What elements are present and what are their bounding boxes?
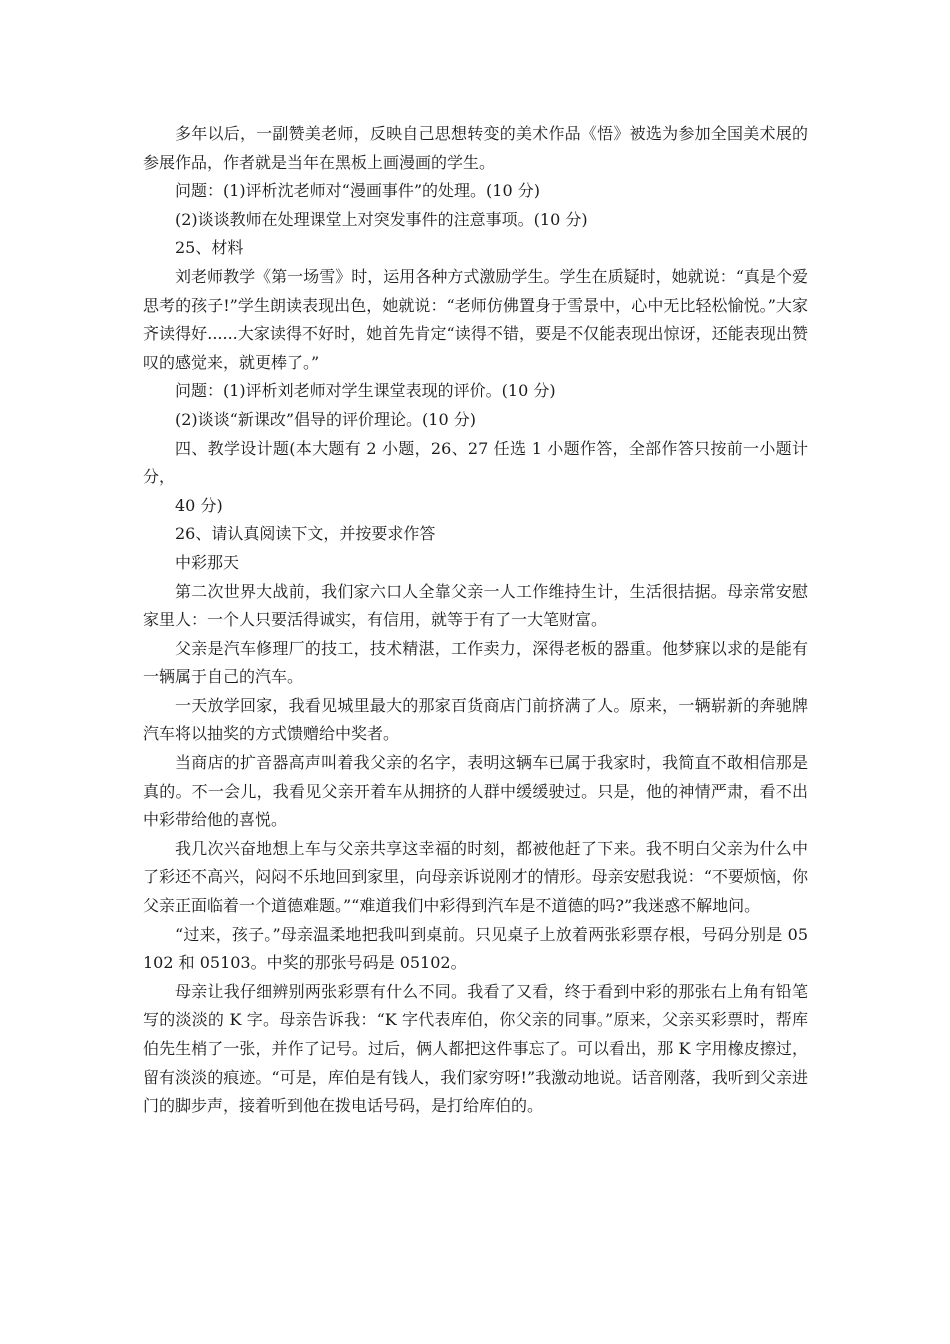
section-four-heading: 四、教学设计题(本大题有 2 小题，26、27 任选 1 小题作答，全部作答只按前一小题计分， [143,438,808,487]
question-26-heading: 26、请认真阅读下文，并按要求作答 [175,524,436,544]
question-24-2: (2)谈谈教师在处理课堂上对突发事件的注意事项。(10 分) [175,209,588,229]
story-paragraph: 当商店的扩音器高声叫着我父亲的名字，表明这辆车已属于我家时，我简直不敢相信那是真的。不一会儿，我看见父亲开着车从拥挤的人群中缓缓驶过。只是，他的神情严肃，看不出中彩带给他的喜悦。 [143,753,808,830]
story-paragraph: 我几次兴奋地想上车与父亲共享这幸福的时刻，都被他赶了下来。我不明白父亲为什么中了彩还不高兴，闷闷不乐地回到家里，向母亲诉说刚才的情形。母亲安慰我说：“不要烦恼，你父亲正面临着一个道德难题。”“难道我们中彩得到汽车是不道德的吗?”我迷惑不解地问。 [143,838,808,916]
story-paragraph: 母亲让我仔细辨别两张彩票有什么不同。我看了又看，终于看到中彩的那张右上角有铅笔写的淡淡的 K 字。母亲告诉我：“K 字代表库伯，你父亲的同事。”原来，父亲买彩票时，帮库伯先生梢了一张，并作了记号。过后，俩人都把这件事忘了。可以看出，那 K 字用橡皮擦过，留有淡淡的痕迹。“可是，库伯是有钱人，我们家穷呀!”我激动地说。话音刚落，我听到父亲进门的脚步声，接着听到他在拨电话号码，是打给库伯的。 [143,981,808,1116]
paragraph-teacher-liu: 刘老师教学《第一场雪》时，运用各种方式激励学生。学生在质疑时，她就说：“真是个爱思考的孩子!”学生朗读表现出色，她就说：“老师仿佛置身于雪景中，心中无比轻松愉悦。”大家齐读得好......大家读得不好时，她首先肯定“读得不错，要是不仅能表现出惊讶，还能表现出赞叹的感觉来，就更棒了。” [143,266,808,372]
section-four-score: 40 分) [175,495,223,515]
question-24-1: 问题：(1)评析沈老师对“漫画事件”的处理。(10 分) [175,181,540,201]
story-paragraph: 第二次世界大战前，我们家六口人全靠父亲一人工作维持生计，生活很拮据。母亲常安慰家里人：一个人只要活得诚实，有信用，就等于有了一大笔财富。 [143,581,808,630]
paragraph-art-award: 多年以后，一副赞美老师，反映自己思想转变的美术作品《悟》被选为参加全国美术展的参展作品，作者就是当年在黑板上画漫画的学生。 [143,124,808,172]
story-title: 中彩那天 [175,552,240,572]
question-25-1: 问题：(1)评析刘老师对学生课堂表现的评价。(10 分) [175,381,556,401]
story-paragraph: 一天放学回家，我看见城里最大的那家百货商店门前挤满了人。原来，一辆崭新的奔驰牌汽车将以抽奖的方式馈赠给中奖者。 [143,695,808,744]
question-25-2: (2)谈谈“新课改”倡导的评价理论。(10 分) [175,409,476,429]
question-25-heading: 25、材料 [175,238,244,258]
story-paragraph: “过来，孩子。”母亲温柔地把我叫到桌前。只见桌子上放着两张彩票存根，号码分别是 05102 和 05103。中奖的那张号码是 05102。 [143,924,808,973]
story-paragraph: 父亲是汽车修理厂的技工，技术精湛，工作卖力，深得老板的器重。他梦寐以求的是能有一辆属于自己的汽车。 [143,638,808,687]
document-body [143,120,808,1121]
